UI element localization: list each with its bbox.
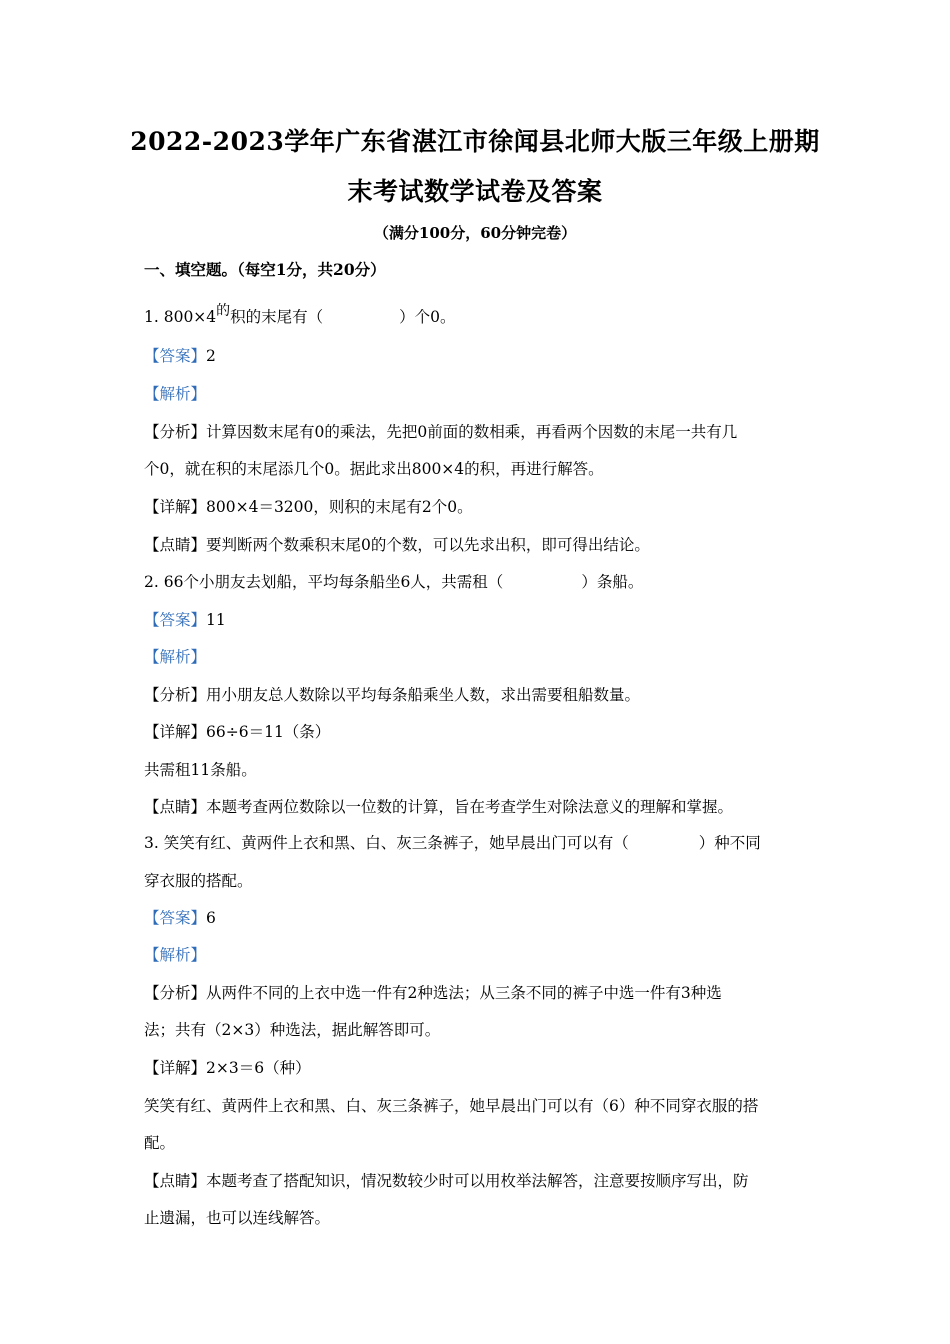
q1-dianjing-text: 要判断两个数乘积末尾0的个数，可以先求出积，即可得出结论。 xyxy=(206,536,650,554)
xiangjie-label: 【详解】 xyxy=(144,1059,207,1077)
q2-text-post: ）条船。 xyxy=(581,573,644,591)
q1-text-post: ）个0。 xyxy=(399,308,456,326)
q3-fenxi-line-1 xyxy=(144,983,824,1003)
fenxi-label: 【分析】 xyxy=(144,423,207,441)
question-2 xyxy=(144,572,824,592)
q2-dianjing-text: 本题考查两位数除以一位数的计算，旨在考查学生对除法意义的理解和掌握。 xyxy=(206,798,734,816)
q2-jiexi-label: 【解析】 xyxy=(144,648,207,666)
q2-dianjing xyxy=(144,797,824,817)
xiangjie-label: 【详解】 xyxy=(144,723,207,741)
q3-xiangjie xyxy=(144,1058,824,1078)
q2-fenxi-text: 用小朋友总人数除以平均每条船乘坐人数，求出需要租船数量。 xyxy=(206,686,641,704)
dianjing-label: 【点睛】 xyxy=(144,1172,207,1190)
q1-text-sup: 的 xyxy=(216,303,231,319)
q3-text-pre: 3. 笑笑有红、黄两件上衣和黑、白、灰三条裤子，她早晨出门可以有（ xyxy=(144,834,629,852)
q3-jiexi-label: 【解析】 xyxy=(144,946,207,964)
q1-fenxi-line-1 xyxy=(144,422,824,442)
q1-text-mid: 积的末尾有（ xyxy=(230,308,324,326)
q3-extra-line-1: 笑笑有红、黄两件上衣和黑、白、灰三条裤子，她早晨出门可以有（6）种不同穿衣服的搭 xyxy=(144,1097,759,1115)
dianjing-label: 【点睛】 xyxy=(144,536,207,554)
q1-xiangjie-text: 800×4＝3200，则积的末尾有2个0。 xyxy=(206,498,473,516)
q2-answer xyxy=(144,610,824,630)
q1-fenxi-line-2: 个0，就在积的末尾添几个0。据此求出800×4的积，再进行解答。 xyxy=(144,460,604,478)
q3-answer xyxy=(144,908,824,928)
q3-extra-line-2: 配。 xyxy=(144,1134,176,1152)
question-3 xyxy=(144,833,824,853)
question-3-line-2: 穿衣服的搭配。 xyxy=(144,872,253,890)
q3-dianjing-text-1: 本题考查了搭配知识，情况数较少时可以用枚举法解答，注意要按顺序写出，防 xyxy=(206,1172,749,1190)
q3-dianjing-line-2: 止遗漏，也可以连线解答。 xyxy=(144,1209,331,1227)
q1-answer-value: 2 xyxy=(206,347,216,365)
q1-answer xyxy=(144,346,824,366)
title-line-1: 2022-2023学年广东省湛江市徐闻县北师大版三年级上册期 xyxy=(130,127,820,156)
q3-fenxi-text-1: 从两件不同的上衣中选一件有2种选法；从三条不同的裤子中选一件有3种选 xyxy=(206,984,722,1002)
answer-label: 【答案】 xyxy=(144,611,207,629)
q2-xiangjie xyxy=(144,722,824,742)
q2-xiangjie-text: 66÷6＝11（条） xyxy=(206,723,331,741)
q3-text-post: ）种不同 xyxy=(698,834,761,852)
q1-xiangjie xyxy=(144,497,824,517)
fenxi-label: 【分析】 xyxy=(144,984,207,1002)
title-line-2: 末考试数学试卷及答案 xyxy=(347,177,603,206)
subtitle: （满分100分，60分钟完卷） xyxy=(373,224,577,242)
dianjing-label: 【点睛】 xyxy=(144,798,207,816)
q1-dianjing xyxy=(144,535,824,555)
q1-text-pre: 1. 800×4 xyxy=(144,308,217,326)
q2-answer-value: 11 xyxy=(206,611,226,629)
section-heading: 一、填空题。（每空1分，共20分） xyxy=(144,260,386,279)
q1-jiexi-label: 【解析】 xyxy=(144,385,207,403)
q2-fenxi xyxy=(144,685,824,705)
xiangjie-label: 【详解】 xyxy=(144,498,207,516)
q2-text-pre: 2. 66个小朋友去划船，平均每条船坐6人，共需租（ xyxy=(144,573,504,591)
q2-extra: 共需租11条船。 xyxy=(144,761,257,779)
q3-answer-value: 6 xyxy=(206,909,216,927)
q1-fenxi-text-1: 计算因数末尾有0的乘法，先把0前面的数相乘，再看两个因数的末尾一共有几 xyxy=(206,423,738,441)
question-1 xyxy=(144,303,824,328)
q3-fenxi-line-2: 法；共有（2×3）种选法，据此解答即可。 xyxy=(144,1021,441,1039)
answer-label: 【答案】 xyxy=(144,347,207,365)
q3-dianjing-line-1 xyxy=(144,1171,824,1191)
answer-label: 【答案】 xyxy=(144,909,207,927)
fenxi-label: 【分析】 xyxy=(144,686,207,704)
q3-xiangjie-text: 2×3＝6（种） xyxy=(206,1059,311,1077)
